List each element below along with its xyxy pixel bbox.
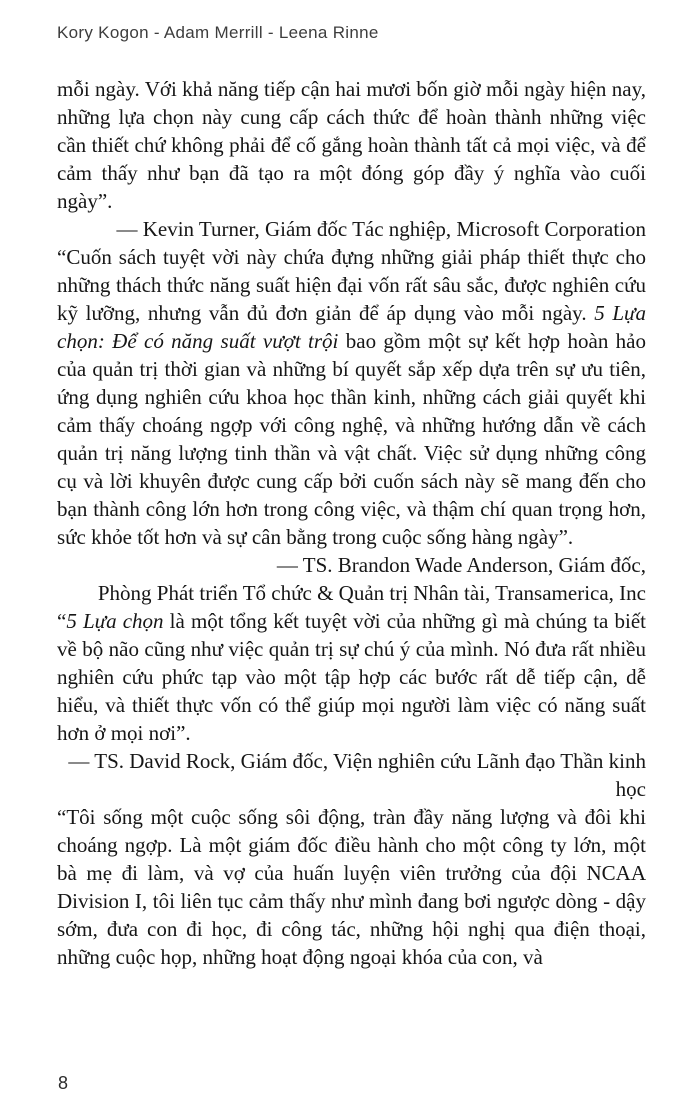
attribution-text: — Kevin Turner, Giám đốc Tác nghiệp, Microsoft Corporation	[116, 217, 646, 241]
paragraph-text: bao gồm một sự kết hợp hoàn hảo của quản trị thời gian và những bí quyết sắp xếp dựa trên sự ưu tiên, ứng dụng nghiên cứu khoa học thần kinh, những cách giải quyết khi cảm thấy choáng ngợp với công nghệ, và những hướng dẫn về cách quản trị năng lượng tinh thần và vật chất. Việc sử dụng những công cụ và lời khuyên được cung cấp bởi cuốn sách này sẽ mang đến cho bạn thành công lớn hơn trong công việc, và thậm chí quan trọng hơn, sức khỏe tốt hơn và sự cân bằng trong cuộc sống hàng ngày”.	[57, 329, 646, 549]
paragraph-text: là một tổng kết tuyệt vời của những gì mà chúng ta biết về bộ não cũng như việc quản trị sự chú ý của mình. Nó đưa rất nhiều nghiên cứu phức tạp vào một tập hợp các bước rất dễ tiếp cận, dễ hiểu, và thiết thực vốn có thể giúp mọi người làm việc có năng suất hơn ở mọi nơi”.	[57, 609, 646, 745]
attribution-line	[57, 747, 646, 803]
paragraph-text: “	[57, 609, 67, 633]
quote-paragraph	[57, 243, 646, 551]
paragraph-text: “Tôi sống một cuộc sống sôi động, tràn đầy năng lượng và đôi khi choáng ngợp. Là một giám đốc điều hành cho một công ty lớn, một bà mẹ đi làm, và vợ của huấn luyện viên trưởng của đội NCAA Division I, tôi liên tục cảm thấy như mình đang bơi ngược dòng - dậy sớm, đưa con đi học, đi công tác, những hội nghị qua điện thoại, những cuộc họp, những hoạt động ngoại khóa của con, và	[57, 805, 646, 969]
paragraph-text: “Cuốn sách tuyệt vời này chứa đựng những giải pháp thiết thực cho những thách thức năng suất hiện đại vốn rất sâu sắc, được nghiên cứu kỹ lưỡng, nhưng vẫn đủ đơn giản để áp dụng vào mỗi ngày.	[57, 245, 646, 325]
paragraph-text: mỗi ngày. Với khả năng tiếp cận hai mươi bốn giờ mỗi ngày hiện nay, những lựa chọn này cung cấp cách thức để hoàn thành những việc cần thiết chứ không phải để cố gắng hoàn thành tất cả mọi việc, và để cảm thấy như bạn đã tạo ra một đóng góp đầy ý nghĩa vào cuối ngày”.	[57, 77, 646, 213]
quote-paragraph	[57, 607, 646, 747]
book-title-italic: 5 Lựa chọn	[66, 609, 164, 633]
page-number: 8	[58, 1073, 69, 1093]
attribution-text: — TS. Brandon Wade Anderson, Giám đốc,	[276, 553, 646, 577]
attribution-line	[57, 215, 646, 243]
running-header-authors: Kory Kogon - Adam Merrill - Leena Rinne	[57, 23, 379, 42]
attribution-line	[57, 551, 646, 607]
quote-paragraph	[57, 75, 646, 215]
page-content	[57, 75, 646, 971]
attribution-text: Phòng Phát triển Tổ chức & Quản trị Nhân tài, Transamerica, Inc	[97, 581, 646, 605]
attribution-text: — TS. David Rock, Giám đốc, Viện nghiên cứu Lãnh đạo Thần kinh học	[68, 749, 646, 801]
book-title-italic: 5 Lựa chọn: Để có năng suất vượt trội	[57, 301, 646, 353]
quote-paragraph	[57, 803, 646, 971]
